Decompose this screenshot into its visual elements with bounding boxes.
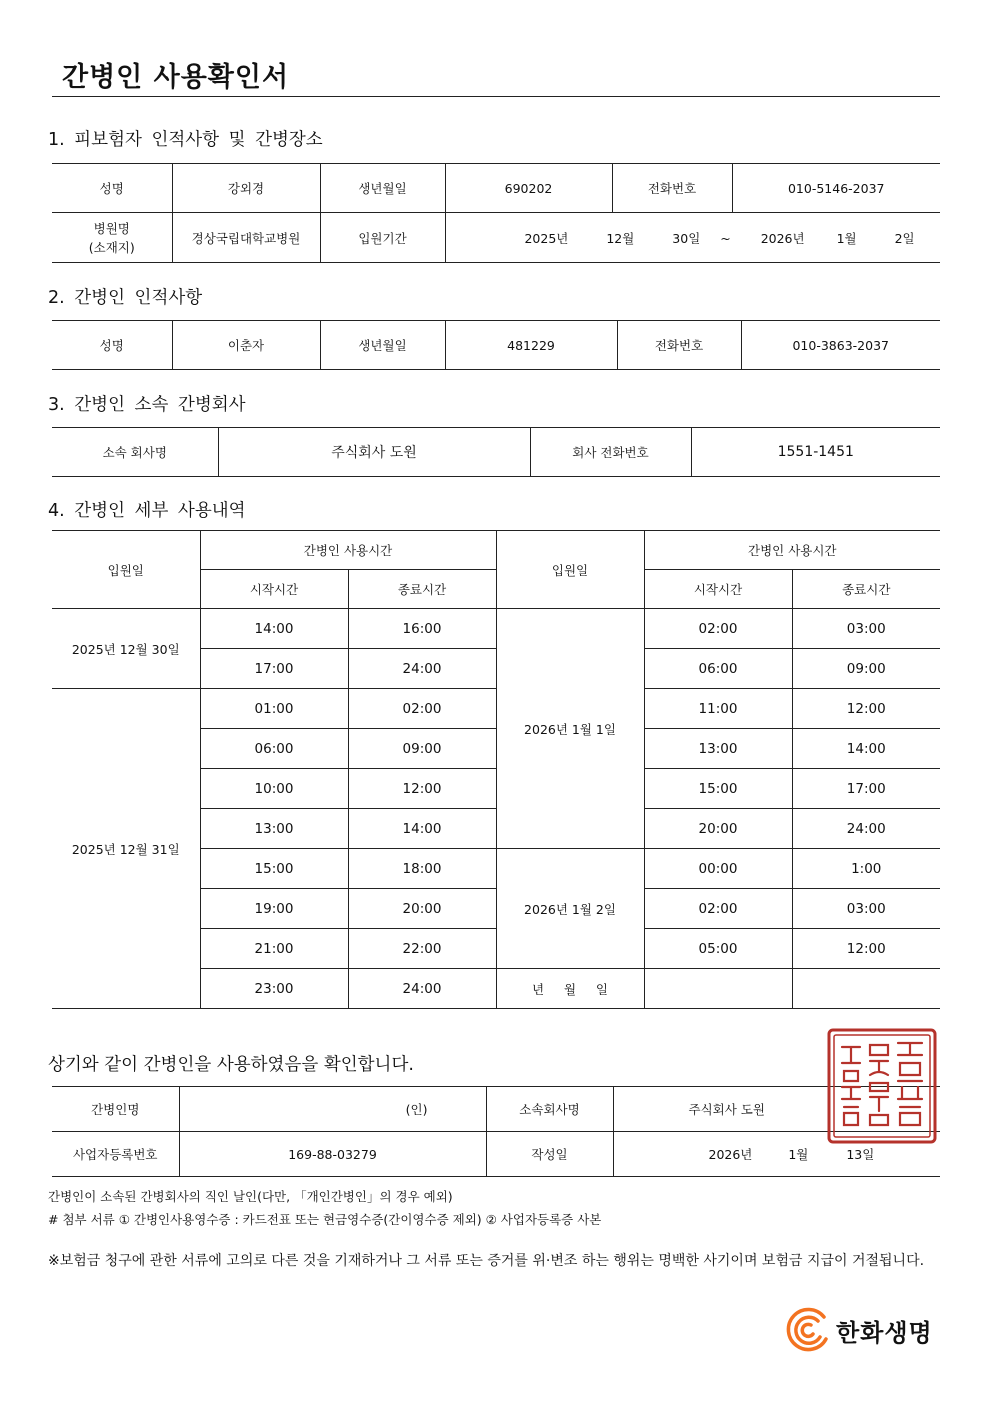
hospital-label: 병원명 <box>93 220 130 236</box>
admit-date-header-right: 입원일 <box>496 531 644 609</box>
company-sign-text: 주식회사 도원 <box>688 1102 765 1117</box>
hospital-label-cell <box>52 213 172 263</box>
insured-name-label: 성명 <box>52 164 172 213</box>
company-name-label: 소속 회사명 <box>52 428 218 477</box>
caregiver-phone: 010-3863-2037 <box>741 321 940 370</box>
document-title: 간병인 사용확인서 <box>62 62 290 93</box>
admit-date-right: 년 월 일 <box>496 969 644 1009</box>
end-time-right: 12:00 <box>792 689 940 729</box>
end-time-right: 24:00 <box>792 809 940 849</box>
caregiver-name: 이춘자 <box>172 321 320 370</box>
period-start-month: 12월 <box>606 230 635 246</box>
hanwha-logo-icon <box>780 1305 832 1355</box>
end-time-right: 12:00 <box>792 929 940 969</box>
start-time-right: 15:00 <box>644 769 792 809</box>
caregiver-info-table <box>52 320 940 370</box>
attachment-note: # 첨부 서류 ① 간병인사용영수증 : 카드전표 또는 현금영수증(간이영수증 제외) ② 사업자등록증 사본 <box>48 1212 602 1227</box>
start-time-left: 21:00 <box>200 929 348 969</box>
start-time-left: 19:00 <box>200 889 348 929</box>
start-time-left: 10:00 <box>200 769 348 809</box>
company-phone-label: 회사 전화번호 <box>530 428 691 477</box>
end-time-left: 12:00 <box>348 769 496 809</box>
company-phone: 1551-1451 <box>691 428 940 477</box>
usage-table <box>52 530 940 1009</box>
section-4-heading: 4. 간병인 세부 사용내역 <box>48 501 246 521</box>
seal-note: 간병인이 소속된 간병회사의 직인 날인(다만, 「개인간병인」의 경우 예외) <box>48 1189 453 1204</box>
caregiver-dob-label: 생년월일 <box>320 321 445 370</box>
start-time-left: 15:00 <box>200 849 348 889</box>
written-date-label: 작성일 <box>486 1132 613 1177</box>
insured-phone: 010-5146-2037 <box>732 164 940 213</box>
admit-date-left: 2025년 12월 31일 <box>52 689 200 1009</box>
insured-info-table <box>52 163 940 263</box>
end-time-right: 14:00 <box>792 729 940 769</box>
start-time-right: 11:00 <box>644 689 792 729</box>
start-time-left: 01:00 <box>200 689 348 729</box>
insured-dob-label: 생년월일 <box>320 164 445 213</box>
period-end-year: 2026년 <box>760 230 805 246</box>
end-time-left: 14:00 <box>348 809 496 849</box>
caregiver-dob: 481229 <box>445 321 617 370</box>
start-time-right: 02:00 <box>644 609 792 649</box>
company-sign-label: 소속회사명 <box>486 1087 613 1132</box>
admit-date-left: 2025년 12월 30일 <box>52 609 200 689</box>
written-day: 13일 <box>846 1147 875 1162</box>
admit-date-header-left: 입원일 <box>52 531 200 609</box>
start-time-right: 20:00 <box>644 809 792 849</box>
end-time-right: 03:00 <box>792 889 940 929</box>
period-start-year: 2025년 <box>524 230 569 246</box>
end-time-right <box>792 969 940 1009</box>
end-time-left: 16:00 <box>348 609 496 649</box>
bizno-label: 사업자등록번호 <box>52 1132 179 1177</box>
end-time-header-left: 종료시간 <box>348 570 496 609</box>
insured-name: 강외경 <box>172 164 320 213</box>
end-time-left: 09:00 <box>348 729 496 769</box>
caregiver-sign-cell <box>179 1087 486 1132</box>
company-info-table <box>52 427 940 477</box>
section-2-heading: 2. 간병인 인적사항 <box>48 288 203 308</box>
hanwha-life-logo <box>780 1305 933 1355</box>
start-time-header-right: 시작시간 <box>644 570 792 609</box>
confirmation-table <box>52 1086 940 1177</box>
end-time-left: 02:00 <box>348 689 496 729</box>
end-time-header-right: 종료시간 <box>792 570 940 609</box>
start-time-left: 23:00 <box>200 969 348 1009</box>
admit-date-right: 2026년 1월 2일 <box>496 849 644 969</box>
end-time-left: 22:00 <box>348 929 496 969</box>
end-time-right: 17:00 <box>792 769 940 809</box>
start-time-left: 13:00 <box>200 809 348 849</box>
start-time-right <box>644 969 792 1009</box>
usage-time-header-right: 간병인 사용시간 <box>644 531 940 570</box>
admit-date-right: 2026년 1월 1일 <box>496 609 644 849</box>
period-start-day: 30일 <box>672 230 701 246</box>
insured-phone-label: 전화번호 <box>612 164 732 213</box>
start-time-left: 14:00 <box>200 609 348 649</box>
start-time-right: 02:00 <box>644 889 792 929</box>
period-end-month: 1월 <box>836 230 857 246</box>
start-time-left: 17:00 <box>200 649 348 689</box>
caregiver-name-sign-label: 간병인명 <box>52 1087 179 1132</box>
seal-mark: (인) <box>405 1102 428 1117</box>
end-time-left: 24:00 <box>348 969 496 1009</box>
company-name: 주식회사 도원 <box>218 428 530 477</box>
start-time-right: 13:00 <box>644 729 792 769</box>
written-year: 2026년 <box>708 1147 753 1162</box>
start-time-right: 00:00 <box>644 849 792 889</box>
hospital-name: 경상국립대학교병원 <box>172 213 320 263</box>
company-seal-stamp <box>826 1027 938 1149</box>
written-month: 1월 <box>788 1147 809 1162</box>
end-time-right: 09:00 <box>792 649 940 689</box>
start-time-right: 05:00 <box>644 929 792 969</box>
start-time-right: 06:00 <box>644 649 792 689</box>
end-time-left: 24:00 <box>348 649 496 689</box>
start-time-header-left: 시작시간 <box>200 570 348 609</box>
insured-dob: 690202 <box>445 164 612 213</box>
period-tilde: ~ <box>720 230 731 246</box>
caregiver-name-label: 성명 <box>52 321 172 370</box>
end-time-right: 03:00 <box>792 609 940 649</box>
section-1-heading: 1. 피보험자 인적사항 및 간병장소 <box>48 130 323 150</box>
end-time-left: 20:00 <box>348 889 496 929</box>
bizno: 169-88-03279 <box>179 1132 486 1177</box>
usage-time-header-left: 간병인 사용시간 <box>200 531 496 570</box>
brand-name: 한화생명 <box>836 1318 933 1347</box>
hospital-sublabel: (소재지) <box>88 239 135 255</box>
admission-period <box>445 213 940 263</box>
confirmation-statement: 상기와 같이 간병인을 사용하였음을 확인합니다. <box>48 1055 414 1075</box>
start-time-left: 06:00 <box>200 729 348 769</box>
end-time-right: 1:00 <box>792 849 940 889</box>
caregiver-phone-label: 전화번호 <box>617 321 741 370</box>
fraud-warning: ※보험금 청구에 관한 서류에 고의로 다른 것을 기재하거나 그 서류 또는 증거를 위·변조 하는 행위는 명백한 사기이며 보험금 지급이 거절됩니다. <box>48 1253 925 1269</box>
admission-period-label: 입원기간 <box>320 213 445 263</box>
end-time-left: 18:00 <box>348 849 496 889</box>
section-3-heading: 3. 간병인 소속 간병회사 <box>48 395 246 415</box>
title-divider <box>52 96 940 97</box>
period-end-day: 2일 <box>894 230 915 246</box>
